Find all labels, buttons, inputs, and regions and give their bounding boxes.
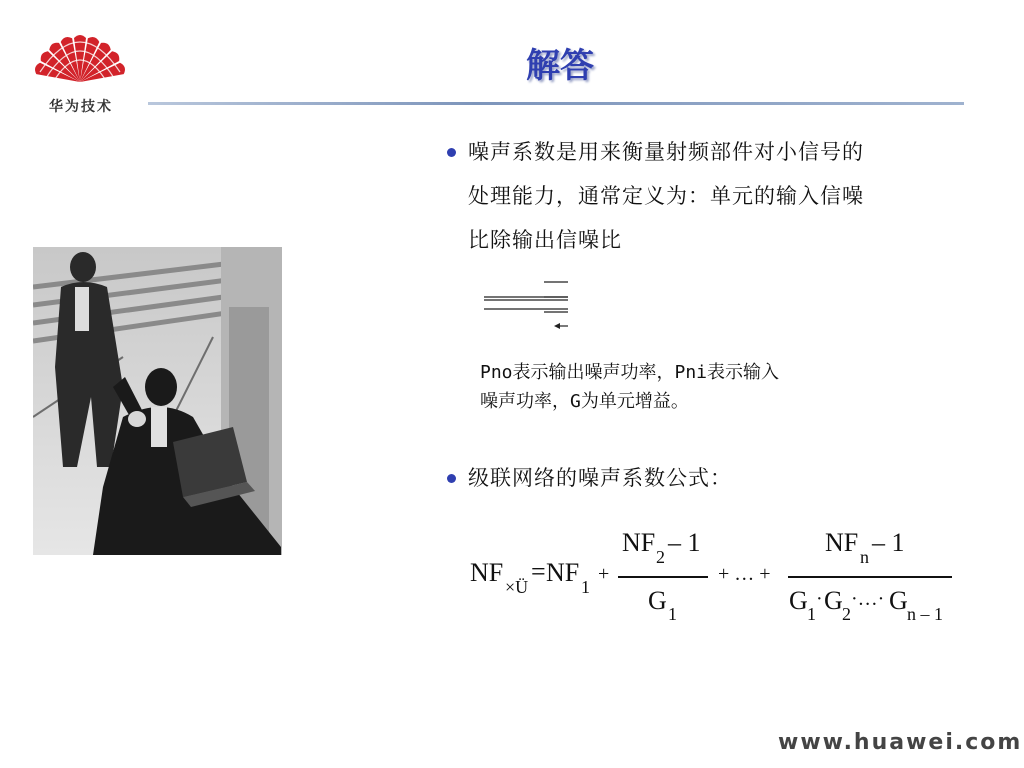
fraction2-denominator-dots: ·…· <box>851 588 885 610</box>
formula-equals: = <box>531 557 546 586</box>
fraction1-denominator-subscript: 1 <box>668 604 677 624</box>
businessman-photo <box>33 247 282 555</box>
fraction2-denominator-g1-subscript: 1 <box>807 604 816 624</box>
bullet-paragraph <box>468 456 732 500</box>
fraction1-numerator-tail: – 1 <box>668 528 701 557</box>
fraction1-bar <box>618 576 708 578</box>
fraction2-bar <box>788 576 952 578</box>
fraction2-denominator-g2: G <box>824 586 843 615</box>
formula-nf-subscript: 1 <box>581 577 590 597</box>
formula-plus: + <box>598 563 610 585</box>
text-line: Pno表示输出噪声功率，Pni表示输入 <box>480 362 780 383</box>
formula-note <box>480 358 779 416</box>
fraction2-denominator-dot: · <box>816 588 823 610</box>
text-line: 噪声系数是用来衡量射频部件对小信号的 <box>468 140 864 164</box>
formula-lhs-subscript: ×Ü <box>505 577 529 597</box>
formula-nf: NF <box>546 558 580 587</box>
text-line: 级联网络的噪声系数公式： <box>468 466 732 490</box>
formula-ellipsis: + … + <box>718 563 771 585</box>
noise-figure-formula-image <box>484 278 574 334</box>
fraction2-numerator-tail: – 1 <box>872 528 905 557</box>
logo-text: 华为技术 <box>49 99 113 115</box>
text-line: 处理能力，通常定义为：单元的输入信噪 <box>468 184 864 208</box>
fraction2-numerator: NF <box>825 528 859 557</box>
fraction2-denominator-gn-subscript: n – 1 <box>907 604 943 624</box>
text-line: 比除输出信噪比 <box>468 228 622 252</box>
bullet-paragraph <box>468 130 864 262</box>
fraction2-denominator-g1: G <box>789 586 808 615</box>
fraction1-numerator: NF <box>622 528 656 557</box>
text-line: 噪声功率，G为单元增益。 <box>480 391 689 412</box>
fraction2-denominator-g2-subscript: 2 <box>842 604 851 624</box>
bullet-marker <box>447 148 456 157</box>
fraction1-denominator: G <box>648 586 667 615</box>
header-divider <box>148 102 964 105</box>
formula-lhs: NF <box>470 558 504 587</box>
bullet-marker <box>447 474 456 483</box>
page-title: 解答 <box>526 46 594 86</box>
fraction2-numerator-subscript: n <box>860 547 869 567</box>
fraction2-denominator-gn: G <box>889 586 908 615</box>
fraction1-numerator-subscript: 2 <box>656 547 665 567</box>
footer-url: www.huawei.com <box>778 730 1023 755</box>
